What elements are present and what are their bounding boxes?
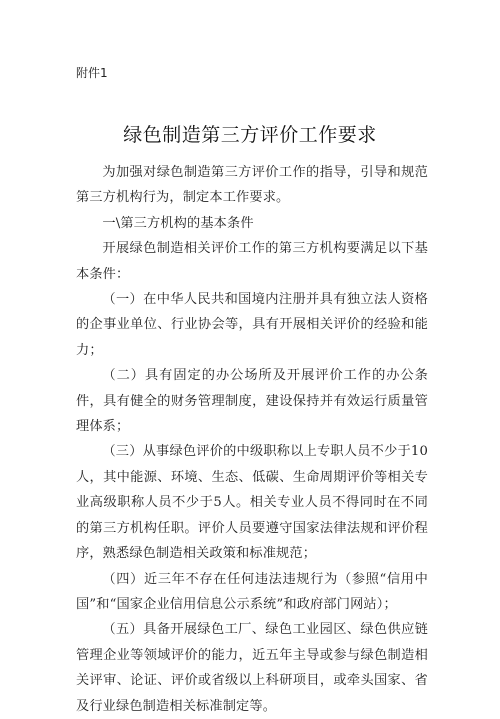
document-body: [76, 160, 428, 719]
section-heading-1: 一\第三方机构的基本条件: [102, 215, 254, 231]
paragraph-item-3: （三）从事绿色评价的中级职称以上专职人员不少于10人，其中能源、环境、生态、低碳、生命周期评价等相关专业高级职称人员不少于5人。相关专业人员不得同时在不同的第三方机构任职。评价人员要遵守国家法律法规和评价程序，熟悉绿色制造相关政策和标准规范；: [76, 444, 428, 562]
paragraph-item-5: （五）具备开展绿色工厂、绿色工业园区、绿色供应链管理企业等领域评价的能力，近五年主导或参与绿色制造相关评审、论证、评价或省级以上科研项目，或牵头国家、省及行业绿色制造相关标准制定等。: [76, 622, 428, 714]
paragraph-item-1: （一）在中华人民共和国境内注册并具有独立法人资格的企事业单位、行业协会等，具有开展相关评价的经验和能力；: [76, 292, 428, 358]
paragraph-conditions-lead: 开展绿色制造相关评价工作的第三方机构要满足以下基本条件：: [76, 241, 428, 282]
document-title: 绿色制造第三方评价工作要求: [123, 124, 377, 146]
attachment-label: 附件1: [76, 66, 108, 80]
paragraph-item-2: （二）具有固定的办公场所及开展评价工作的办公条件，具有健全的财务管理制度，建设保持并有效运行质量管理体系；: [76, 368, 428, 435]
paragraph-item-4: （四）近三年不存在任何违法违规行为（参照“信用中国”和“国家企业信用信息公示系统”和政府部门网站）；: [76, 571, 428, 612]
paragraph-intro: 为加强对绿色制造第三方评价工作的指导，引导和规范第三方机构行为，制定本工作要求。: [76, 165, 428, 206]
